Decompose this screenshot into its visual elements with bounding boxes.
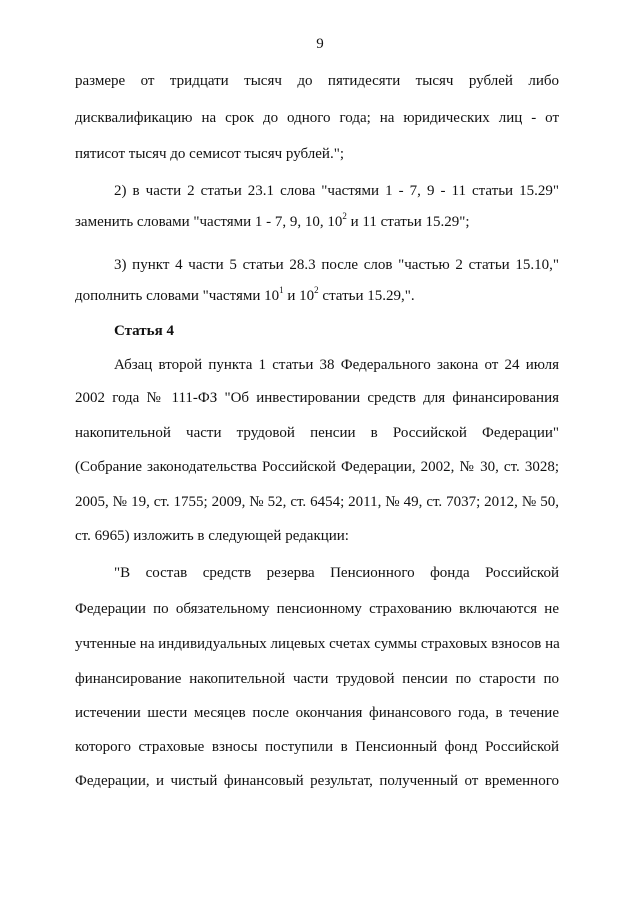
section-heading: Статья 4	[114, 323, 174, 339]
text-line: Федерации по обязательному пенсионному страхованию включаются не	[75, 601, 559, 617]
text-line: финансирование накопительной части трудовой пенсии по старости по	[75, 671, 559, 687]
text-line: 2) в части 2 статьи 23.1 слова "частями 1 - 7, 9 - 11 статьи 15.29"	[114, 183, 559, 199]
text-line: Федерации, и чистый финансовый результат, полученный от временного	[75, 773, 559, 789]
superscript: 1	[279, 285, 284, 295]
text-line	[75, 287, 559, 305]
superscript: 2	[314, 285, 319, 295]
text-line: накопительной части трудовой пенсии в Российской Федерации"	[75, 425, 559, 441]
text-line: истечении шести месяцев после окончания финансового года, в течение	[75, 705, 559, 721]
text-line: (Собрание законодательства Российской Федерации, 2002, № 30, ст. 3028;	[75, 459, 559, 475]
text-line: учтенные на индивидуальных лицевых счетах суммы страховых взносов на	[75, 636, 560, 652]
text-line: пятисот тысяч до семисот тысяч рублей.";	[75, 146, 344, 162]
text-fragment: и 11 статьи 15.29";	[346, 214, 470, 230]
text-line: дисквалификацию на срок до одного года; на юридических лиц - от	[75, 110, 559, 126]
text-line: которого страховые взносы поступили в Пенсионный фонд Российской	[75, 739, 559, 755]
page-number: 9	[316, 36, 324, 52]
text-line: размере от тридцати тысяч до пятидесяти тысяч рублей либо	[75, 73, 559, 89]
superscript: 2	[342, 211, 347, 221]
text-line: ст. 6965) изложить в следующей редакции:	[75, 528, 349, 544]
text-fragment: дополнить словами "частями 10	[75, 288, 280, 304]
text-line: Абзац второй пункта 1 статьи 38 Федерального закона от 24 июля	[114, 357, 559, 373]
text-line	[75, 213, 559, 231]
text-fragment: статьи 15.29,".	[318, 288, 415, 304]
text-fragment: заменить словами "частями 1 - 7, 9, 10, 10	[75, 214, 343, 230]
text-fragment: и 10	[283, 288, 315, 304]
text-line: 2005, № 19, ст. 1755; 2009, № 52, ст. 6454; 2011, № 49, ст. 7037; 2012, № 50,	[75, 494, 559, 510]
text-line: 2002 года № 111-ФЗ "Об инвестировании средств для финансирования	[75, 390, 559, 406]
text-line: 3) пункт 4 части 5 статьи 28.3 после слов "частью 2 статьи 15.10,"	[114, 257, 559, 273]
text-line: "В состав средств резерва Пенсионного фонда Российской	[114, 565, 559, 581]
